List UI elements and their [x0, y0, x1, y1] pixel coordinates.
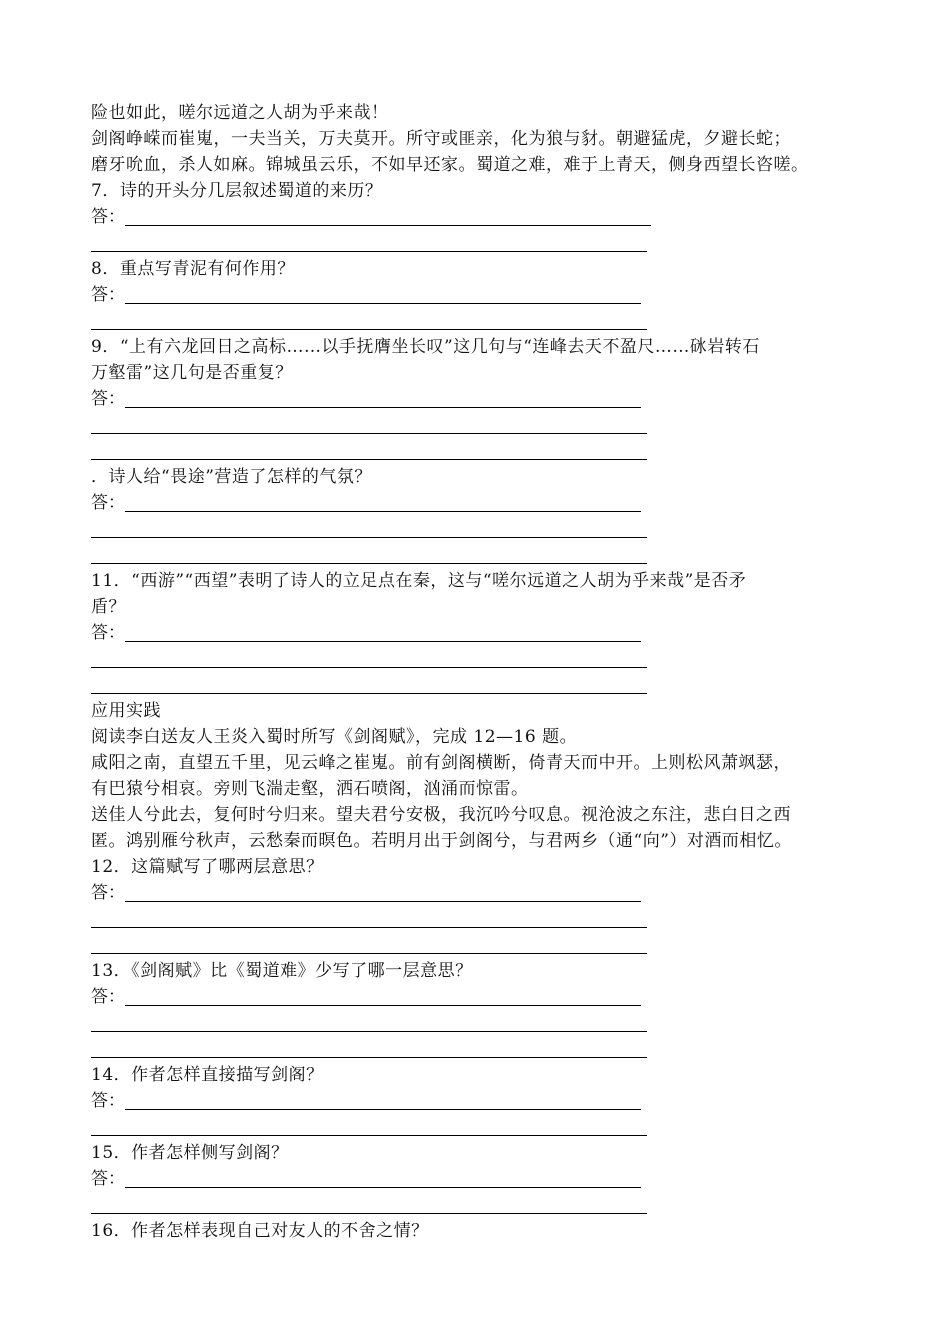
question-11-line-2: 盾？: [91, 597, 126, 617]
fu-line: 咸阳之南，直望五千里，见云峰之崔嵬。前有剑阁横断，倚青天而中开。上则松风萧飒瑟，: [91, 753, 791, 773]
answer-10-line-3[interactable]: [91, 542, 891, 568]
answer-7-line-1[interactable]: [91, 204, 891, 230]
fu-line: 送佳人兮此去，复何时兮归来。望夫君兮安极，我沉吟兮叹息。视沧波之东注，悲白日之西: [91, 805, 791, 825]
question-13: 13．《剑阁赋》比《蜀道难》少写了哪一层意思？: [91, 961, 473, 981]
answer-prefix: 答：: [91, 389, 125, 409]
answer-8-line-2[interactable]: [91, 308, 891, 334]
answer-12-line-2[interactable]: [91, 906, 891, 932]
question-9-line-2: 万壑雷”这几句是否重复？: [91, 363, 293, 383]
section-title: 应用实践: [91, 701, 161, 721]
answer-9-line-1[interactable]: [91, 386, 891, 412]
fu-line: 有巴猿兮相哀。旁则飞湍走壑，洒石喷阁，汹涌而惊雷。: [91, 779, 529, 799]
answer-prefix: 答：: [91, 1091, 125, 1111]
answer-prefix: 答：: [91, 623, 125, 643]
answer-15-line-2[interactable]: [91, 1192, 891, 1218]
answer-prefix: 答：: [91, 883, 125, 903]
answer-9-line-2[interactable]: [91, 412, 891, 438]
answer-12-line-3[interactable]: [91, 932, 891, 958]
answer-13-line-3[interactable]: [91, 1036, 891, 1062]
question-16: 16．作者怎样表现自己对友人的不舍之情？: [91, 1221, 429, 1241]
answer-11-line-1[interactable]: [91, 620, 891, 646]
question-15: 15．作者怎样侧写剑阁？: [91, 1143, 289, 1163]
answer-13-line-1[interactable]: [91, 984, 891, 1010]
answer-prefix: 答：: [91, 987, 125, 1007]
answer-13-line-2[interactable]: [91, 1010, 891, 1036]
answer-14-line-2[interactable]: [91, 1114, 891, 1140]
answer-prefix: 答：: [91, 1169, 125, 1189]
passage-line: 险也如此，嗟尔远道之人胡为乎来哉！: [91, 103, 389, 123]
question-10: ．诗人给“畏途”营造了怎样的气氛？: [91, 467, 372, 487]
answer-10-line-1[interactable]: [91, 490, 891, 516]
question-8: 8．重点写青泥有何作用？: [91, 259, 295, 279]
answer-15-line-1[interactable]: [91, 1166, 891, 1192]
passage-line: 磨牙吮血，杀人如麻。锦城虽云乐，不如早还家。蜀道之难，难于上青天，侧身西望长咨嗟。: [91, 155, 809, 175]
answer-11-line-3[interactable]: [91, 672, 891, 698]
answer-9-line-3[interactable]: [91, 438, 891, 464]
question-9-line-1: 9．“上有六龙回日之高标……以手抚膺坐长叹”这几句与“连峰去天不盈尺……砯岩转石: [91, 337, 760, 357]
answer-prefix: 答：: [91, 207, 125, 227]
answer-prefix: 答：: [91, 285, 125, 305]
question-12: 12．这篇赋写了哪两层意思？: [91, 857, 324, 877]
answer-8-line-1[interactable]: [91, 282, 891, 308]
answer-prefix: 答：: [91, 493, 125, 513]
question-14: 14．作者怎样直接描写剑阁？: [91, 1065, 324, 1085]
answer-7-line-2[interactable]: [91, 230, 891, 256]
answer-10-line-2[interactable]: [91, 516, 891, 542]
fu-line: 匿。鸿别雁兮秋声，云愁秦而暝色。若明月出于剑阁兮，与君两乡（通“向”）对酒而相忆。: [91, 831, 792, 851]
answer-12-line-1[interactable]: [91, 880, 891, 906]
passage-line: 剑阁峥嵘而崔嵬，一夫当关，万夫莫开。所守或匪亲，化为狼与豺。朝避猛虎，夕避长蛇；: [91, 129, 791, 149]
question-7: 7．诗的开头分几层叙述蜀道的来历？: [91, 181, 383, 201]
worksheet-page: [91, 100, 891, 1244]
question-11-line-1: 11．“西游”“西望”表明了诗人的立足点在秦，这与“嗟尔远道之人胡为乎来哉”是否矛: [91, 571, 747, 591]
answer-14-line-1[interactable]: [91, 1088, 891, 1114]
section-intro: 阅读李白送友人王炎入蜀时所写《剑阁赋》，完成 12—16 题。: [91, 727, 578, 747]
answer-11-line-2[interactable]: [91, 646, 891, 672]
